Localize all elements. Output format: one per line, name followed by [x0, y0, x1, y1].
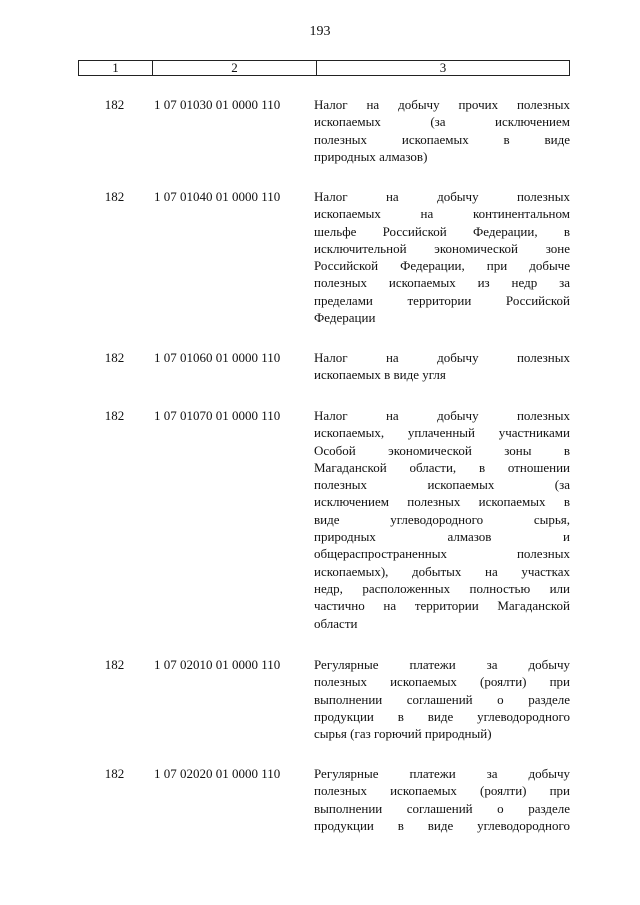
description-line: Российской Федерации, при добыче [314, 258, 570, 274]
column-header-2: 2 [153, 61, 317, 75]
description-line: ископаемых (за исключением [314, 114, 570, 130]
description-line: недр, расположенных полностью или [314, 580, 570, 596]
table-header [78, 60, 570, 76]
admin-code: 182 [104, 657, 125, 672]
description-line: полезных ископаемых из недр за [314, 275, 570, 291]
description-line: продукции в виде углеводородного [314, 817, 570, 833]
description-line: ископаемых на континентальном [314, 206, 570, 222]
description-line: пределами территории Российской [314, 292, 570, 308]
description-line: выполнении соглашений о разделе [314, 800, 570, 816]
description-line: сырья (газ горючий природный) [314, 726, 492, 742]
description-line: Регулярные платежи за добычу [314, 657, 570, 672]
description-line: полезных ископаемых (роялти) при [314, 783, 570, 799]
description-line: исключительной экономической зоне [314, 240, 570, 256]
description-line: Налог на добычу полезных [314, 408, 570, 423]
income-description [314, 188, 570, 326]
income-description [314, 656, 570, 742]
description-line: Налог на добычу прочих полезных [314, 97, 570, 112]
description-line: продукции в виде углеводородного [314, 708, 570, 724]
description-line: области [314, 615, 358, 631]
admin-code: 182 [104, 97, 125, 112]
description-line: Регулярные платежи за добычу [314, 766, 570, 781]
admin-code: 182 [104, 408, 125, 423]
description-line: ископаемых), добытых на участках [314, 563, 570, 579]
budget-classification-code: 1 07 01060 01 0000 110 [154, 350, 281, 365]
income-description [314, 349, 570, 384]
description-line: полезных ископаемых в виде [314, 131, 570, 147]
income-description [314, 407, 570, 632]
admin-code: 182 [104, 766, 125, 781]
admin-code: 182 [104, 350, 125, 365]
column-header-3: 3 [439, 60, 447, 75]
budget-classification-code: 1 07 02020 01 0000 110 [154, 766, 281, 781]
description-line: природных алмазов и [314, 529, 570, 545]
description-line: частично на территории Магаданской [314, 598, 570, 614]
description-line: выполнении соглашений о разделе [314, 691, 570, 707]
description-line: виде углеводородного сырья, [314, 511, 570, 527]
admin-code: 182 [104, 189, 125, 204]
description-line: Налог на добычу полезных [314, 189, 570, 204]
budget-classification-code: 1 07 01040 01 0000 110 [154, 189, 281, 204]
column-header-1: 1 [79, 61, 153, 75]
description-line: Магаданской области, в отношении [314, 459, 570, 475]
description-line: Налог на добычу полезных [314, 350, 570, 365]
description-line: общераспространенных полезных [314, 546, 570, 562]
description-line: полезных ископаемых (за [314, 477, 570, 493]
page-number: 193 [309, 24, 331, 39]
description-line: ископаемых в виде угля [314, 367, 446, 383]
budget-classification-code: 1 07 01070 01 0000 110 [154, 408, 281, 423]
description-line: Особой экономической зоны в [314, 442, 570, 458]
income-description [314, 96, 570, 165]
description-line: Федерации [314, 310, 376, 326]
description-line: шельфе Российской Федерации, в [314, 223, 570, 239]
budget-classification-code: 1 07 02010 01 0000 110 [154, 657, 281, 672]
description-line: исключением полезных ископаемых в [314, 494, 570, 510]
description-line: природных алмазов) [314, 148, 428, 164]
budget-classification-code: 1 07 01030 01 0000 110 [154, 97, 281, 112]
description-line: ископаемых, уплаченный участниками [314, 425, 570, 441]
description-line: полезных ископаемых (роялти) при [314, 674, 570, 690]
income-description [314, 765, 570, 834]
